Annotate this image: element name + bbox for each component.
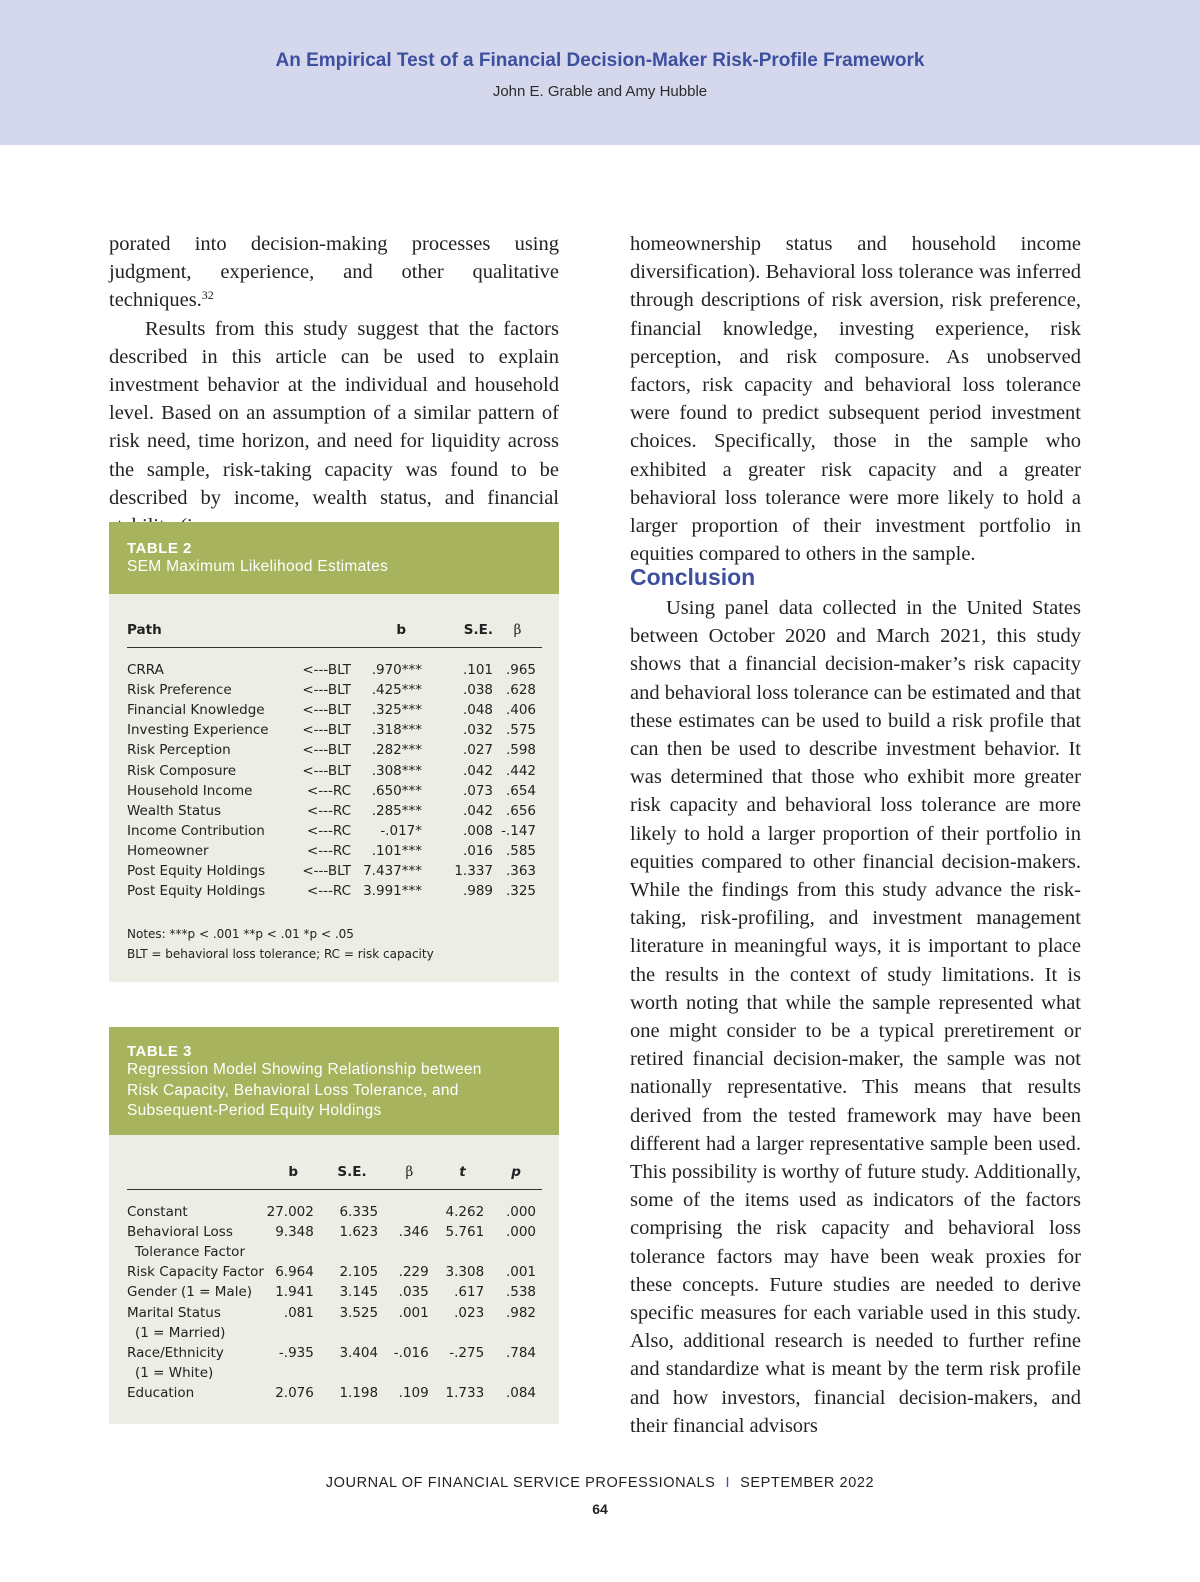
table-cell: .001 xyxy=(505,1264,536,1281)
column-header: p xyxy=(490,1162,542,1190)
table-cell: .001 xyxy=(398,1304,429,1321)
table-cell: <---RC xyxy=(306,842,351,859)
table-cell: <---RC xyxy=(306,802,351,819)
table-cell: <---BLT xyxy=(302,682,351,699)
table-cell: Risk Perception xyxy=(127,742,231,759)
empty-cell xyxy=(267,1363,320,1383)
table-cell: .285*** xyxy=(371,802,422,819)
table-row xyxy=(127,1282,542,1302)
table-cell: <---BLT xyxy=(302,862,351,879)
table-cell: 3.308 xyxy=(445,1264,485,1281)
table-row xyxy=(127,801,542,821)
table-cell: .084 xyxy=(505,1384,536,1401)
table-cell: 1.198 xyxy=(339,1384,379,1401)
table-cell: 5.761 xyxy=(445,1224,485,1241)
table-cell: .575 xyxy=(505,722,536,739)
column-header: Path xyxy=(127,620,297,648)
running-header xyxy=(0,0,1200,145)
left-paragraph-1-text: porated into decision-making processes using judgment, experience, and other qualitative techniques. xyxy=(109,233,559,312)
table-cell: .282*** xyxy=(371,742,422,759)
table-cell: .442 xyxy=(505,762,536,779)
table-cell: .048 xyxy=(462,702,493,719)
table-row xyxy=(127,1383,542,1403)
spacer-row xyxy=(127,648,542,661)
table-cell: .617 xyxy=(454,1284,485,1301)
empty-cell xyxy=(490,1323,542,1343)
table-row xyxy=(127,861,542,881)
table-cell: 6.964 xyxy=(275,1264,314,1281)
table-cell: .628 xyxy=(505,682,536,699)
table-cell: .325*** xyxy=(371,702,422,719)
journal-name: JOURNAL OF FINANCIAL SERVICE PROFESSIONALS xyxy=(325,1475,716,1491)
table-cell: 1.337 xyxy=(454,862,493,879)
table-cell: 7.437*** xyxy=(363,862,422,879)
table-row-continuation xyxy=(127,1363,542,1383)
table-cell: .008 xyxy=(462,822,493,839)
table-row xyxy=(127,720,542,740)
empty-cell xyxy=(267,1323,320,1343)
empty-cell xyxy=(320,1242,384,1262)
table-row xyxy=(127,680,542,700)
row-label: Marital Status xyxy=(127,1304,221,1321)
row-label-continuation: Tolerance Factor xyxy=(135,1244,245,1261)
table-cell: <---BLT xyxy=(302,702,351,719)
table-3-caption-line: Risk Capacity, Behavioral Loss Tolerance, and xyxy=(127,1081,459,1099)
conclusion-paragraph: Using panel data collected in the United States between October 2020 and March 2021, this study shows that a financial decision-maker’s risk capacity and behavioral loss tolerance can be estimated and that these estimates can be used to build a risk profile that can then be used to describe investment behavior. It was determined that those who exhibit more greater risk capacity and behavioral loss tolerance are more likely to hold a larger proportion of their portfolio in equities compared to other financial decision-makers. While the findings from this study advance the risk-taking, risk-profiling, and investment management literature in meaningful ways, it is important to place the results in the context of study limitations. It is worth noting that while the sample represented what one might consider to be a typical preretirement or retired financial decision-maker, the sample was not nationally representative. This means that results derived from the tested framework may have been different had a larger representative sample been used. This possibility is worthy of future study. Additionally, some of the items used as indicators of the factors comprising the risk capacity and behavioral loss tolerance factors may have been weak proxies for these concepts. Future studies are needed to derive specific measures for each variable used in this study. Also, additional research is needed to further refine and standardize what is meant by the term risk profile and how investors, financial decision-makers, and their financial advisors xyxy=(630,597,1081,1437)
empty-cell xyxy=(435,1323,490,1343)
table-cell: Income Contribution xyxy=(127,822,265,839)
table-row xyxy=(127,760,542,780)
table-2-notes xyxy=(127,924,434,964)
table-row xyxy=(127,881,542,901)
row-label-continuation: (1 = White) xyxy=(135,1364,214,1381)
table-cell: .109 xyxy=(398,1384,429,1401)
table-cell: .970*** xyxy=(371,662,422,679)
empty-cell xyxy=(435,1363,490,1383)
right-column xyxy=(630,230,1081,568)
row-label: Constant xyxy=(127,1204,188,1221)
page-number: 64 xyxy=(592,1501,608,1517)
table-2-notes-abbreviations: BLT = behavioral loss tolerance; RC = risk capacity xyxy=(127,947,434,961)
table-row xyxy=(127,821,542,841)
table-row xyxy=(127,1262,542,1282)
table-cell: 27.002 xyxy=(266,1204,314,1221)
table-row xyxy=(127,700,542,720)
table-cell: <---RC xyxy=(306,782,351,799)
table-cell: .101 xyxy=(462,662,493,679)
page-footer xyxy=(0,1475,1200,1491)
table-row xyxy=(127,660,542,680)
table-cell: .023 xyxy=(454,1304,485,1321)
table-cell: 1.733 xyxy=(445,1384,485,1401)
table-row xyxy=(127,841,542,861)
table-cell: 1.941 xyxy=(275,1284,314,1301)
table-cell: .363 xyxy=(505,862,536,879)
table-cell: .101*** xyxy=(371,842,422,859)
spacer-row xyxy=(127,1190,542,1203)
column-header: β xyxy=(384,1162,435,1190)
table-cell: <---BLT xyxy=(302,722,351,739)
right-paragraph-1: homeownership status and household income diversification). Behavioral loss tolerance was inferred through descriptions of risk aversion, risk preference, financial knowledge, investing experience, risk perception, and risk composure. As unobserved factors, risk capacity and behavioral loss tolerance were found to predict subsequent period investment choices. Specifically, those in the sample who exhibited a greater risk capacity and a greater behavioral loss tolerance were more likely to hold a larger proportion of their investment portfolio in equities compared to others in the sample. xyxy=(630,233,1081,566)
empty-cell xyxy=(490,1242,542,1262)
table-cell: -.147 xyxy=(501,822,536,839)
table-cell: .538 xyxy=(505,1284,536,1301)
table-cell: 1.623 xyxy=(339,1224,379,1241)
article-title: An Empirical Test of a Financial Decision-Maker Risk-Profile Framework xyxy=(275,50,925,71)
table-row xyxy=(127,1202,542,1222)
section-heading-conclusion: Conclusion xyxy=(630,564,756,590)
footer-separator: I xyxy=(725,1475,731,1491)
table-3-label: TABLE 3 xyxy=(127,1043,192,1060)
empty-cell xyxy=(320,1363,384,1383)
table-cell: .325 xyxy=(505,883,536,900)
row-label-continuation: (1 = Married) xyxy=(135,1324,226,1341)
table-cell: .308*** xyxy=(371,762,422,779)
table-cell: .081 xyxy=(283,1304,314,1321)
empty-cell xyxy=(435,1242,490,1262)
row-label: Gender (1 = Male) xyxy=(127,1284,253,1301)
column-header xyxy=(127,1162,267,1190)
table-cell: -.017* xyxy=(380,822,422,839)
table-cell: Financial Knowledge xyxy=(127,702,265,719)
table-2-notes-significance: Notes: ***p < .001 **p < .01 *p < .05 xyxy=(127,927,354,941)
left-column xyxy=(109,230,559,540)
table-2-label: TABLE 2 xyxy=(127,540,192,557)
table-cell: .406 xyxy=(505,702,536,719)
table-row xyxy=(127,1343,542,1363)
table-cell: 6.335 xyxy=(339,1204,379,1221)
table-cell: .000 xyxy=(505,1204,536,1221)
table-cell: .073 xyxy=(462,782,493,799)
table-row-continuation xyxy=(127,1323,542,1343)
table-cell: <---BLT xyxy=(302,742,351,759)
table-3-header-row xyxy=(127,1162,542,1190)
row-label: Race/Ethnicity xyxy=(127,1344,224,1361)
table-cell: .032 xyxy=(462,722,493,739)
table-2-header xyxy=(109,522,559,594)
column-header: S.E. xyxy=(320,1162,384,1190)
table-cell: Post Equity Holdings xyxy=(127,883,266,900)
table-cell: .042 xyxy=(462,802,493,819)
empty-cell xyxy=(490,1363,542,1383)
table-3 xyxy=(109,1027,559,1424)
empty-cell xyxy=(384,1363,435,1383)
table-cell: .656 xyxy=(505,802,536,819)
table-cell: .965 xyxy=(505,662,536,679)
table-3-grid xyxy=(127,1162,542,1403)
table-2-grid xyxy=(127,620,542,901)
row-label: Education xyxy=(127,1384,195,1401)
empty-cell xyxy=(267,1242,320,1262)
table-cell: <---BLT xyxy=(302,662,351,679)
table-cell: -.275 xyxy=(449,1344,485,1361)
table-cell: 2.105 xyxy=(339,1264,379,1281)
table-cell: Investing Experience xyxy=(127,722,269,739)
table-2-caption: SEM Maximum Likelihood Estimates xyxy=(127,558,389,575)
table-cell: .042 xyxy=(462,762,493,779)
table-cell: .425*** xyxy=(371,682,422,699)
table-cell: Risk Preference xyxy=(127,682,232,699)
table-cell: Post Equity Holdings xyxy=(127,862,266,879)
table-row xyxy=(127,1222,542,1242)
table-cell: 9.348 xyxy=(275,1224,314,1241)
table-row-continuation xyxy=(127,1242,542,1262)
table-cell: .650*** xyxy=(371,782,422,799)
table-cell: 2.076 xyxy=(275,1384,314,1401)
table-row xyxy=(127,740,542,760)
table-cell: .000 xyxy=(505,1224,536,1241)
table-cell: .654 xyxy=(505,782,536,799)
table-cell: 4.262 xyxy=(445,1204,485,1221)
table-2-header-row xyxy=(127,620,542,648)
table-cell: <---RC xyxy=(306,883,351,900)
table-cell: Homeowner xyxy=(127,842,209,859)
table-cell: -.935 xyxy=(278,1344,314,1361)
left-paragraph-1 xyxy=(109,230,559,315)
table-cell: .346 xyxy=(398,1224,429,1241)
table-cell: .585 xyxy=(505,842,536,859)
table-cell: <---RC xyxy=(306,822,351,839)
row-label: Risk Capacity Factor xyxy=(127,1264,264,1281)
column-header: S.E. xyxy=(436,620,493,648)
table-cell: .035 xyxy=(398,1284,429,1301)
table-cell: .318*** xyxy=(371,722,422,739)
column-header: b xyxy=(267,1162,320,1190)
footnote-ref: 32 xyxy=(201,288,214,303)
table-cell: 3.145 xyxy=(339,1284,379,1301)
conclusion-body xyxy=(630,594,1081,1440)
table-cell: CRRA xyxy=(127,662,164,679)
issue-date: SEPTEMBER 2022 xyxy=(740,1475,875,1491)
article-authors: John E. Grable and Amy Hubble xyxy=(492,83,708,100)
table-cell: Risk Composure xyxy=(127,762,237,779)
table-3-header xyxy=(109,1027,559,1135)
table-cell: 3.525 xyxy=(339,1304,379,1321)
table-cell: .027 xyxy=(462,742,493,759)
table-cell: .038 xyxy=(462,682,493,699)
column-header: t xyxy=(435,1162,490,1190)
table-row xyxy=(127,781,542,801)
table-cell: .989 xyxy=(462,883,493,900)
table-row xyxy=(127,1302,542,1322)
empty-cell xyxy=(320,1323,384,1343)
table-cell: .784 xyxy=(505,1344,536,1361)
table-cell: <---BLT xyxy=(302,762,351,779)
column-header: b xyxy=(351,620,436,648)
table-cell: -.016 xyxy=(393,1344,429,1361)
table-cell: .598 xyxy=(505,742,536,759)
column-header: β xyxy=(493,620,542,648)
empty-cell xyxy=(384,1242,435,1262)
table-cell: Household Income xyxy=(127,782,253,799)
empty-cell xyxy=(384,1323,435,1343)
table-cell: .229 xyxy=(398,1264,429,1281)
row-label: Behavioral Loss xyxy=(127,1224,233,1241)
table-cell: .982 xyxy=(505,1304,536,1321)
table-cell xyxy=(384,1202,435,1222)
table-cell: 3.404 xyxy=(339,1344,379,1361)
column-header xyxy=(297,620,351,648)
table-3-caption-line: Subsequent-Period Equity Holdings xyxy=(127,1102,382,1119)
table-cell: Wealth Status xyxy=(127,802,222,819)
table-cell: 3.991*** xyxy=(363,883,422,900)
table-2 xyxy=(109,522,559,982)
table-cell: .016 xyxy=(462,842,493,859)
left-paragraph-2: Results from this study suggest that the factors described in this article can be used to explain investment behavior at the individual and household level. Based on an assumption of a similar pattern of risk need, time horizon, and need for liquidity across the sample, risk-taking capacity was found to be described by income, wealth status, and financial xyxy=(109,317,559,509)
table-3-caption-line: Regression Model Showing Relationship between xyxy=(127,1061,482,1078)
